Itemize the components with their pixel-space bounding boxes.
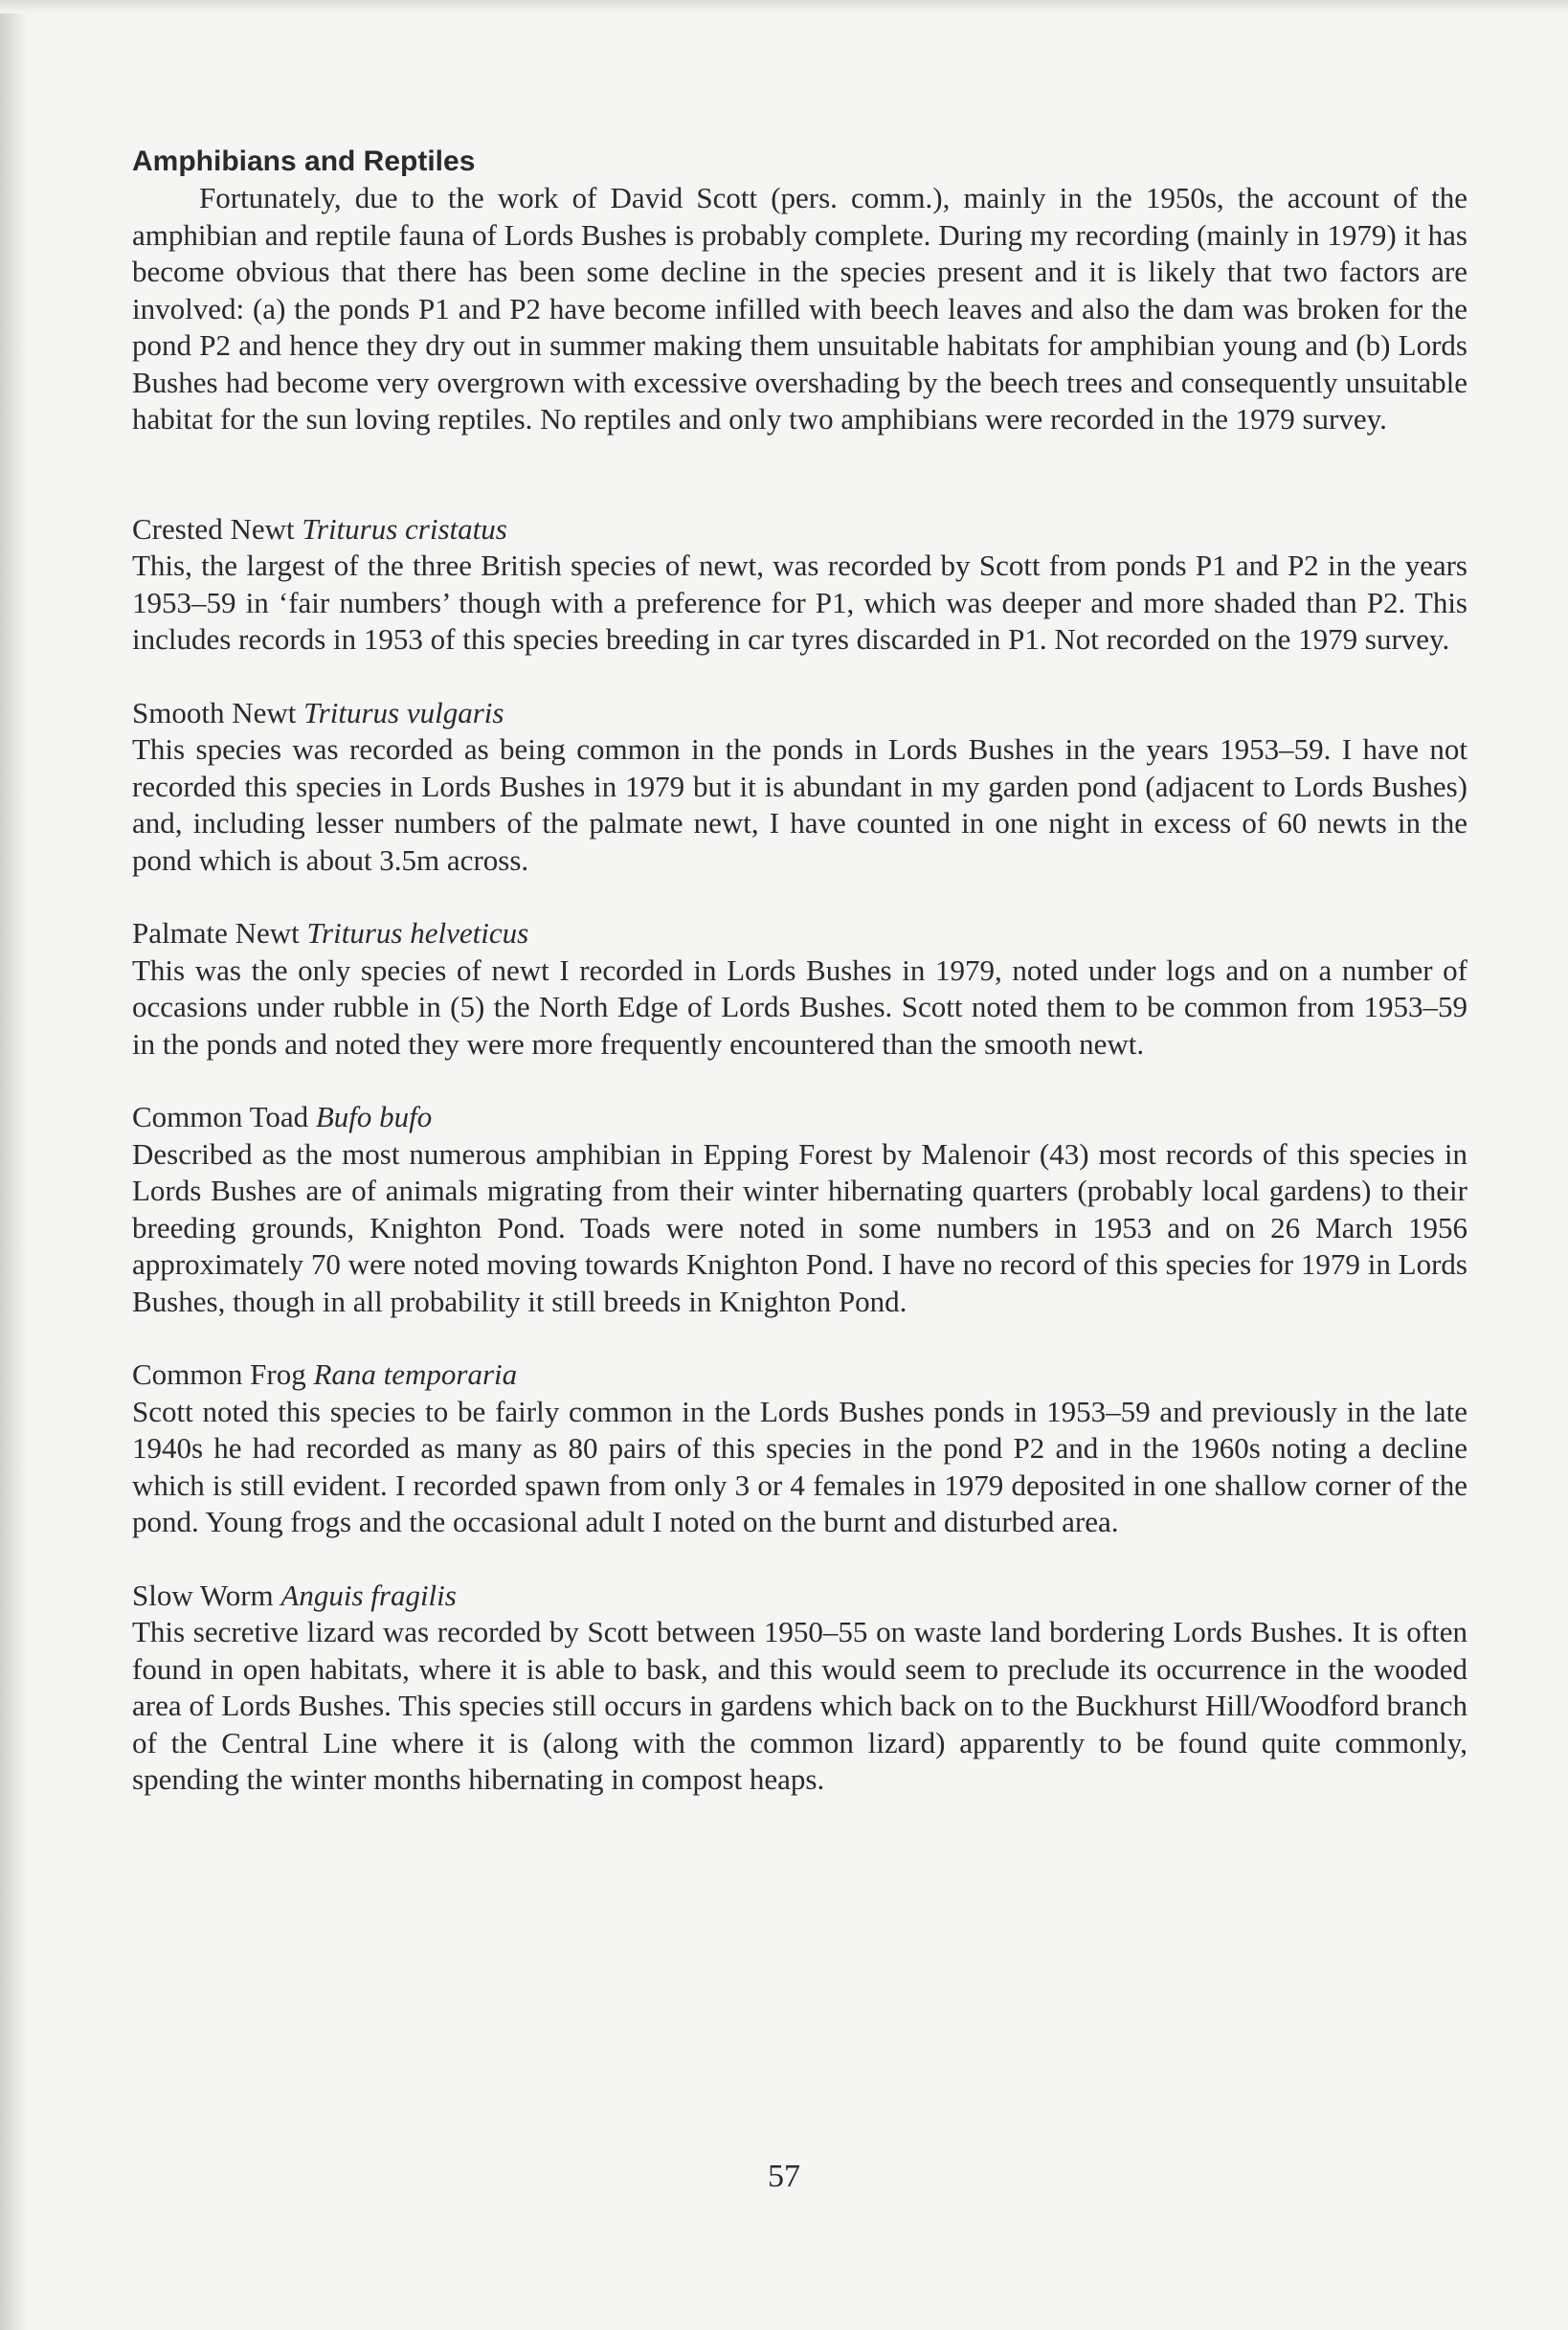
page-body [132,144,1467,1799]
species-latin-name: Triturus vulgaris [303,695,504,729]
species-description: This species was recorded as being common in the ponds in Lords Bushes in the years 1953–59. I have not recorded this species in Lords Bushes in 1979 but it is abundant in my garden pond (adjacent to Lords Bushes) and, including lesser numbers of the palmate newt, I have counted in one night in excess of 60 newts in the pond which is about 3.5m across. [132,732,1467,877]
species-description: This secretive lizard was recorded by Scott between 1950–55 on waste land bordering Lords Bushes. It is often found in open habitats, where it is able to bask, and this would seem to preclude its occurrence in the wooded area of Lords Bushes. This species still occurs in gardens which back on to the Buckhurst Hill/Woodford branch of the Central Line where it is (along with the common lizard) apparently to be found quite commonly, spending the winter months hibernating in compost heaps. [132,1615,1467,1796]
species-entry-slow-worm [132,1578,1467,1799]
intro-paragraph: Fortunately, due to the work of David Scott (pers. comm.), mainly in the 1950s, the account of the amphibian and reptile fauna of Lords Bushes is probably complete. During my recording (mainly in 1979) it has become obvious that there has been some decline in the species present and it is likely that two factors are involved: (a) the ponds P1 and P2 have become infilled with beech leaves and also the dam was broken for the pond P2 and hence they dry out in summer making them unsuitable habitats for amphibian young and (b) Lords Bushes had become very overgrown with excessive overshading by the beech trees and consequently unsuitable habitat for the sun loving reptiles. No reptiles and only two amphibians were recorded in the 1979 survey. [132,181,1467,436]
species-title [132,915,1467,952]
species-title [132,1578,1467,1615]
species-latin-name: Bufo bufo [315,1100,433,1133]
species-latin-name: Rana temporaria [313,1357,518,1391]
species-common-name: Common Toad [132,1100,309,1133]
page-edge-shadow [0,0,27,2330]
species-latin-name: Anguis fragilis [280,1578,457,1612]
species-common-name: Palmate Newt [132,916,300,950]
species-entry-common-frog [132,1356,1467,1541]
species-entry-smooth-newt [132,695,1467,880]
species-title [132,1099,1467,1136]
species-title [132,511,1467,549]
species-description: This was the only species of newt I recorded in Lords Bushes in 1979, noted under logs and on a number of occasions under rubble in (5) the North Edge of Lords Bushes. Scott noted them to be common from 1953–59 in the ponds and noted they were more frequently encountered than the smooth newt. [132,952,1467,1061]
species-description: Scott noted this species to be fairly common in the Lords Bushes ponds in 1953–59 and previously in the late 1940s he had recorded as many as 80 pairs of this species in the pond P2 and in the 1960s noting a decline which is still evident. I recorded spawn from only 3 or 4 females in 1979 deposited in one shallow corner of the pond. Young frogs and the occasional adult I noted on the burnt and disturbed area. [132,1394,1467,1538]
species-common-name: Common Frog [132,1357,306,1391]
page-number: 57 [768,2159,800,2194]
species-entry-palmate-newt [132,915,1467,1063]
species-title [132,695,1467,732]
species-latin-name: Triturus helveticus [306,916,529,950]
species-entry-common-toad [132,1099,1467,1320]
species-title [132,1356,1467,1394]
page-top-shadow [0,0,1568,13]
section-heading: Amphibians and Reptiles [132,146,476,177]
species-latin-name: Triturus cristatus [302,511,507,546]
species-common-name: Smooth Newt [132,695,297,729]
species-entry-crested-newt [132,511,1467,659]
species-description: Described as the most numerous amphibian in Epping Forest by Malenoir (43) most records of this species in Lords Bushes are of animals migrating from their winter hibernating quarters (probably local gardens) to their breeding grounds, Knighton Pond. Toads were noted in some numbers in 1953 and on 26 March 1956 approximately 70 were noted moving towards Knighton Pond. I have no record of this species for 1979 in Lords Bushes, though in all probability it still breeds in Knighton Pond. [132,1136,1467,1318]
species-common-name: Slow Worm [132,1578,274,1612]
species-common-name: Crested Newt [132,511,295,546]
species-description: This, the largest of the three British species of newt, was recorded by Scott from ponds P1 and P2 in the years 1953–59 in ‘fair numbers’ though with a preference for P1, which was deeper and more shaded than P2. This includes records in 1953 of this species breeding in car tyres discarded in P1. Not recorded on the 1979 survey. [132,549,1467,656]
